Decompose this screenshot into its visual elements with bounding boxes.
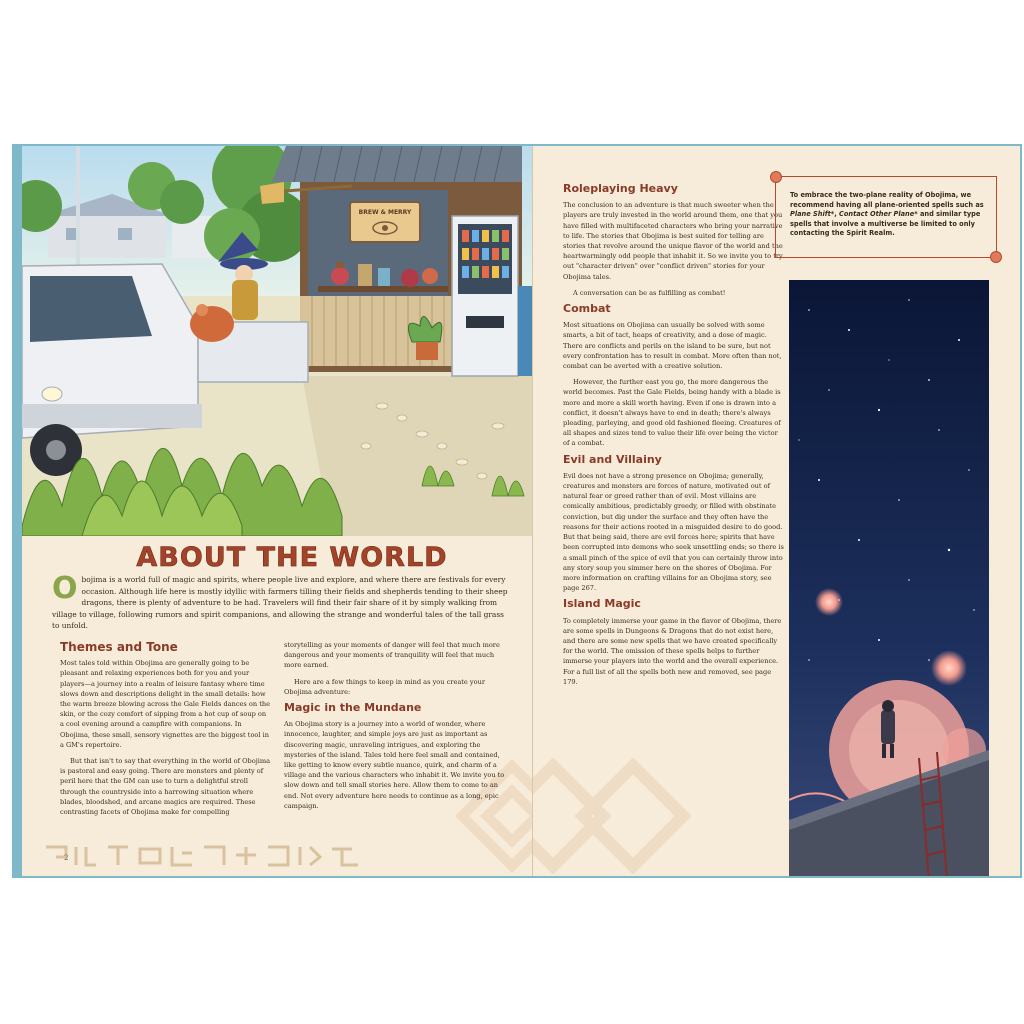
callout-text-pre: To embrace the two-plane reality of Obojima, we recommend having all plane-oriented spells such as [790, 191, 984, 209]
intro-text: bojima is a world full of magic and spirits, where people live and explore, and where there are festivals for every occasion. Although life here is mostly idyllic with farmers tilling their fields and shepherds tending to their sheep dragons, there is plenty of adventure to be had. Travelers will find their fair share of it by simply walking from village to village, following rumors and spirit companions, and allowing the strange and wonderful tales of the tall grass to unfold. [52, 575, 508, 631]
sidebar-callout [775, 176, 997, 258]
page-number: 2 [64, 854, 69, 862]
left-page [14, 146, 532, 876]
callout-sep: , [834, 210, 839, 219]
themes-paragraph-1: Most tales told within Obojima are generally going to be pleasant and relaxing experiences both for you and your players—a journey into a realm of leisure fantasy where time slows down and descriptions delight in the small details: how the warm breeze blowing across the Gale Fields dances on the skin, or the cozy comfort of sipping from a hot cup of soup on a cool evening around a campfire with companions. In Obojima, these small, sensory vignettes are the biggest tool in a GM's repertoire. [60, 659, 271, 749]
village-shop-illustration [22, 146, 532, 536]
combat-paragraph-1: Most situations on Obojima can usually be solved with some smarts, a bit of tact, heaps of creativity, and a dose of magic. There are conflicts and perils on the island to be sure, but not every confrontation has to result in combat. More often than not, combat can be averted with a creative solution. [563, 321, 782, 371]
storytelling-paragraph: storytelling as your moments of danger will feel that much more dangerous and your moments of tranquility will feel that much more earned. [284, 641, 500, 670]
right-page [532, 146, 1022, 876]
shop-sign-text: BREW & MERRY [358, 209, 412, 216]
evil-heading: Evil and Villainy [563, 452, 662, 466]
callout-spell-plane-shift: Plane Shift* [790, 210, 835, 219]
night-sky-illustration [789, 280, 989, 876]
roleplaying-heading: Roleplaying Heavy [563, 182, 678, 195]
combat-heading: Combat [563, 302, 611, 316]
book-spread [12, 144, 1022, 878]
column-left-2 [284, 640, 506, 817]
lattice-watermark-right [532, 746, 693, 876]
magic-paragraph: An Obojima story is a journey into a world of wonder, where innocence, laughter, and simple joys are just as important as discovering magic, unraveling intrigues, and exploring the mysteries of the island. Tales told here feel small and contained, like getting to know every subtle nuance, quirk, and charm of a village and the various characters who inhabit it. We invite you to slow down and tell small stories here. Allow them to come to an end. Not every adventure here needs to continue as a long, epic campaign. [284, 720, 505, 810]
page-title: ABOUT THE WORLD [136, 542, 448, 573]
drop-cap: O [52, 571, 78, 606]
magic-heading: Magic in the Mundane [284, 701, 422, 715]
roleplaying-paragraph-2: A conversation can be as fulfilling as combat! [573, 288, 726, 297]
themes-paragraph-2: But that isn't to say that everything in the world of Obojima is pastoral and easy going. There are monsters and plenty of peril here that the GM can use to turn a delightful stroll through the countryside into a harrowing situation where blades, bloodshed, and arcane magics are required. These contrasting facets of Obojima make for compelling [60, 757, 271, 817]
callout-spell-contact: Contact Other Plane* [839, 210, 918, 219]
column-left-1 [60, 640, 272, 823]
callout-text-post: and similar type spells that involve a multiverse be limited to only contacting the Spirit Realm. [790, 210, 981, 238]
themes-heading: Themes and Tone [60, 640, 178, 654]
combat-paragraph-2: However, the further east you go, the more dangerous the world becomes. Past the Gale Fields, being handy with a blade is more and more a skill worth having. Even if one is drawn into a conflict, it doesn't always have to end in death; there's always pleading, parleying, and good old fashioned fleeing. Creatures of all shapes and sizes tend to value their life over being the victor of a combat. [563, 378, 781, 448]
roleplaying-paragraph-1: The conclusion to an adventure is that much sweeter when the players are truly invested in the world around them, one that you have filled with multifaceted characters who bring your narrative to life. The stories that Obojima is best suited for telling are stories that revolve around the unique flavor of the world and the heartwarmingly odd people that inhabit it. So we invite you to try out "character driven" over "conflict driven" stories for your Obojima tales. [563, 201, 783, 281]
intro-paragraph [52, 571, 512, 632]
island-magic-paragraph: To completely immerse your game in the flavor of Obojima, there are some spells in Dungeons & Dragons that do not exist here, and there are some new spells that we have created specifically for the world. The omission of these spells helps to further immerse your players into the world and the overall experience. For a full list of all the spells both new and removed, see page 179. [563, 616, 782, 686]
evil-paragraph: Evil does not have a strong presence on Obojima; generally, creatures and monsters are forces of nature, motivated out of natural fear or greed rather than of evil. Most villains are comically ambitious, predictably greedy, or filled with obstinate conviction, but dig under the surface and they often have the reasons for their actions rooted in a misguided desire to do good. But that being said, there are evil forces here; spirits that have been corrupted into demons who seek unsettling ends; so there is a small pinch of the spice of evil that you can certainly throw into any story soup you simmer here on the shores of Obojima. For more information on crafting villains for an Obojima story, see page 267. [563, 471, 784, 593]
column-right [563, 182, 785, 693]
island-magic-heading: Island Magic [563, 597, 641, 611]
keep-in-mind-paragraph: Here are a few things to keep in mind as you create your Obojima adventure: [284, 677, 486, 696]
glyph-border-decoration [42, 841, 372, 871]
